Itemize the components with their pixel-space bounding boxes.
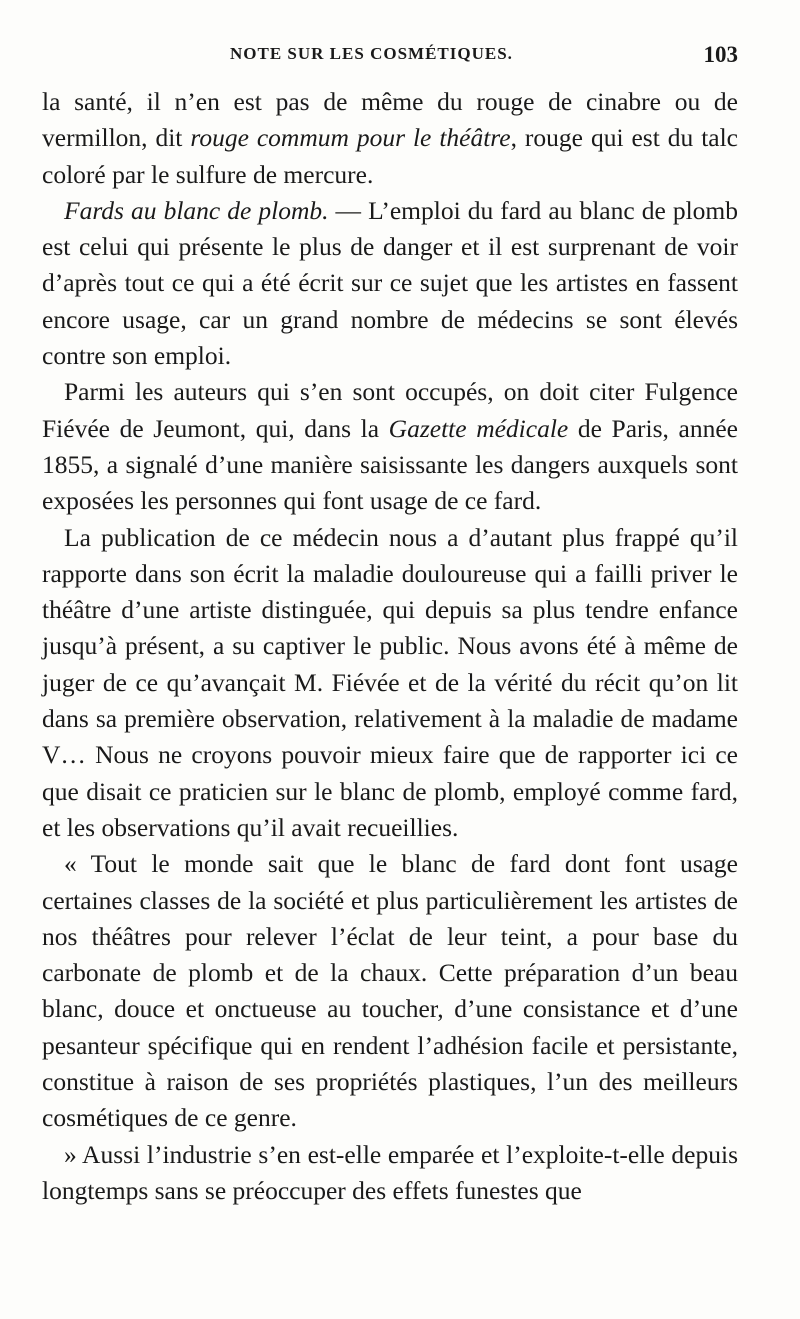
body-text xyxy=(42,84,738,1209)
page-number: 103 xyxy=(703,42,738,67)
italic-phrase: rouge commum pour le théâtre xyxy=(190,123,511,153)
paragraph-5: « Tout le monde sait que le blanc de fard dont font usage certaines classes de la société et plus particulièrement les artistes de nos théâtres pour relever l’éclat de leur teint, a pour base du carbonate de plomb et de la chaux. Cette préparation d’un beau blanc, douce et onctueuse au toucher, d’une consistance et d’une pesanteur spécifique qui en rendent l’adhésion facile et persistante, constitue à raison de ses propriétés plastiques, l’un des meilleurs cosmétiques de ce genre. xyxy=(42,849,738,1133)
paragraph-1 xyxy=(42,84,738,193)
text-run: , rouge qui est du talc coloré par le sulfure de mercure. xyxy=(42,123,738,189)
text-run: — L’emploi du fard au blanc de plomb est celui qui présente le plus de danger et il est surprenant de voir d’après tout ce qui a été écrit sur ce sujet que les artistes en fassent encore usage, car un grand nombre de médecins se sont élevés contre son emploi. xyxy=(42,195,738,371)
italic-phrase: Gazette médicale xyxy=(388,413,569,443)
text-run: la santé, il n’en est pas de même du rouge de cinabre ou de vermillon, dit xyxy=(42,87,738,153)
text-run: Parmi les auteurs qui s’en sont occupés, on doit citer Fulgence Fiévée de Jeumont, qui, dans la xyxy=(42,377,738,443)
paragraph-3 xyxy=(42,374,738,519)
section-heading-inline: Fards au blanc de plomb. xyxy=(64,195,329,225)
page-header xyxy=(42,44,738,74)
text-run: de Paris, année 1855, a signalé d’une manière saisissante les dangers auxquels sont exposées les personnes qui font usage de ce fard. xyxy=(42,413,738,516)
running-title: NOTE SUR LES COSMÉTIQUES. xyxy=(230,44,513,63)
paragraph-4: La publication de ce médecin nous a d’autant plus frappé qu’il rapporte dans son écrit la maladie douloureuse qui a failli priver le théâtre d’une artiste distinguée, qui depuis sa plus tendre enfance jusqu’à présent, a su captiver le public. Nous avons été à même de juger de ce qu’avançait M. Fiévée et de la vérité du récit qu’on lit dans sa première observation, relativement à la maladie de madame V… Nous ne croyons pouvoir mieux faire que de rapporter ici ce que disait ce praticien sur le blanc de plomb, employé comme fard, et les observations qu’il avait recueillies. xyxy=(42,522,738,842)
paragraph-6: » Aussi l’industrie s’en est-elle emparée et l’exploite-t-elle depuis longtemps sans se préoccuper des effets funestes que xyxy=(42,1139,738,1205)
paragraph-2 xyxy=(42,193,738,374)
